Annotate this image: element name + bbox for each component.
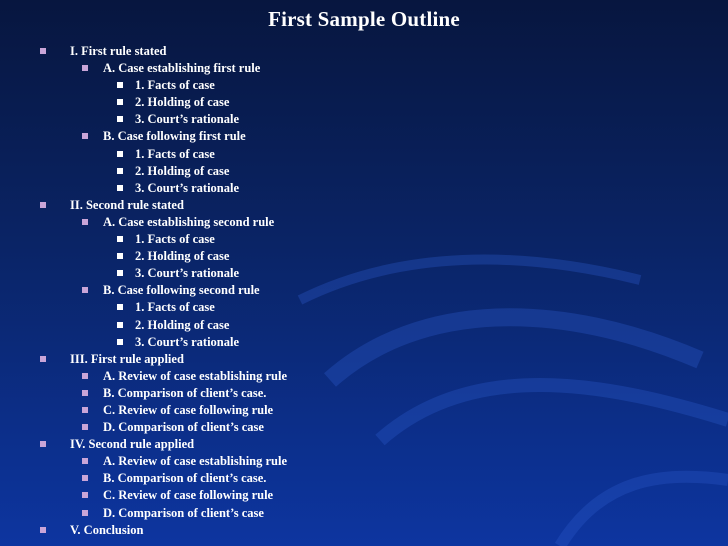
square-bullet-icon	[117, 270, 123, 276]
outline-item-text: D. Comparison of client’s case	[103, 505, 264, 520]
square-bullet-icon	[40, 202, 46, 208]
square-bullet-icon	[117, 151, 123, 157]
square-bullet-icon	[117, 185, 123, 191]
square-bullet-icon	[82, 373, 88, 379]
outline-item-text: V. Conclusion	[70, 522, 144, 537]
square-bullet-icon	[117, 82, 123, 88]
square-bullet-icon	[117, 168, 123, 174]
square-bullet-icon	[117, 99, 123, 105]
outline-item-text: 1. Facts of case	[135, 78, 215, 93]
square-bullet-icon	[82, 287, 88, 293]
outline-item-text: A. Case establishing first rule	[103, 61, 261, 76]
outline-item-text: C. Review of case following rule	[103, 488, 274, 503]
outline-item-text: D. Comparison of client’s case	[103, 420, 264, 435]
square-bullet-icon	[82, 219, 88, 225]
outline-item-text: II. Second rule stated	[70, 197, 184, 212]
outline-item-text: 3. Court’s rationale	[135, 266, 240, 281]
square-bullet-icon	[117, 304, 123, 310]
outline-item-text: 2. Holding of case	[135, 249, 230, 264]
outline-item-text: III. First rule applied	[70, 351, 184, 366]
square-bullet-icon	[40, 527, 46, 533]
square-bullet-icon	[82, 424, 88, 430]
outline-item-text: 2. Holding of case	[135, 163, 230, 178]
outline-item-text: I. First rule stated	[70, 44, 167, 58]
outline-item-text: 3. Court’s rationale	[135, 334, 240, 349]
square-bullet-icon	[82, 510, 88, 516]
outline-item-text: A. Review of case establishing rule	[103, 368, 288, 383]
outline-item-text: 2. Holding of case	[135, 95, 230, 110]
outline-item-text: IV. Second rule applied	[70, 437, 195, 452]
square-bullet-icon	[117, 236, 123, 242]
square-bullet-icon	[82, 475, 88, 481]
square-bullet-icon	[117, 253, 123, 259]
outline-item-text: 2. Holding of case	[135, 317, 230, 332]
outline-item-text: C. Review of case following rule	[103, 402, 274, 417]
square-bullet-icon	[82, 492, 88, 498]
square-bullet-icon	[40, 356, 46, 362]
square-bullet-icon	[82, 407, 88, 413]
outline-item-text: A. Case establishing second rule	[103, 214, 275, 229]
square-bullet-icon	[40, 48, 46, 54]
square-bullet-icon	[82, 390, 88, 396]
square-bullet-icon	[82, 133, 88, 139]
outline-item-text: B. Case following first rule	[103, 129, 246, 144]
square-bullet-icon	[82, 458, 88, 464]
square-bullet-icon	[82, 65, 88, 71]
outline-item-text: 1. Facts of case	[135, 300, 215, 315]
outline-item-text: 3. Court’s rationale	[135, 180, 240, 195]
slide-title: First Sample Outline	[268, 7, 460, 31]
square-bullet-icon	[117, 116, 123, 122]
square-bullet-icon	[117, 322, 123, 328]
square-bullet-icon	[40, 441, 46, 447]
outline-item-text: B. Comparison of client’s case.	[103, 471, 267, 486]
outline-item-text: B. Comparison of client’s case.	[103, 385, 267, 400]
square-bullet-icon	[117, 339, 123, 345]
outline-item-text: 1. Facts of case	[135, 146, 215, 161]
outline-item-text: 3. Court’s rationale	[135, 112, 240, 127]
outline-item-text: A. Review of case establishing rule	[103, 454, 288, 469]
outline-item-text: 1. Facts of case	[135, 232, 215, 247]
outline-item-text: B. Case following second rule	[103, 283, 260, 298]
